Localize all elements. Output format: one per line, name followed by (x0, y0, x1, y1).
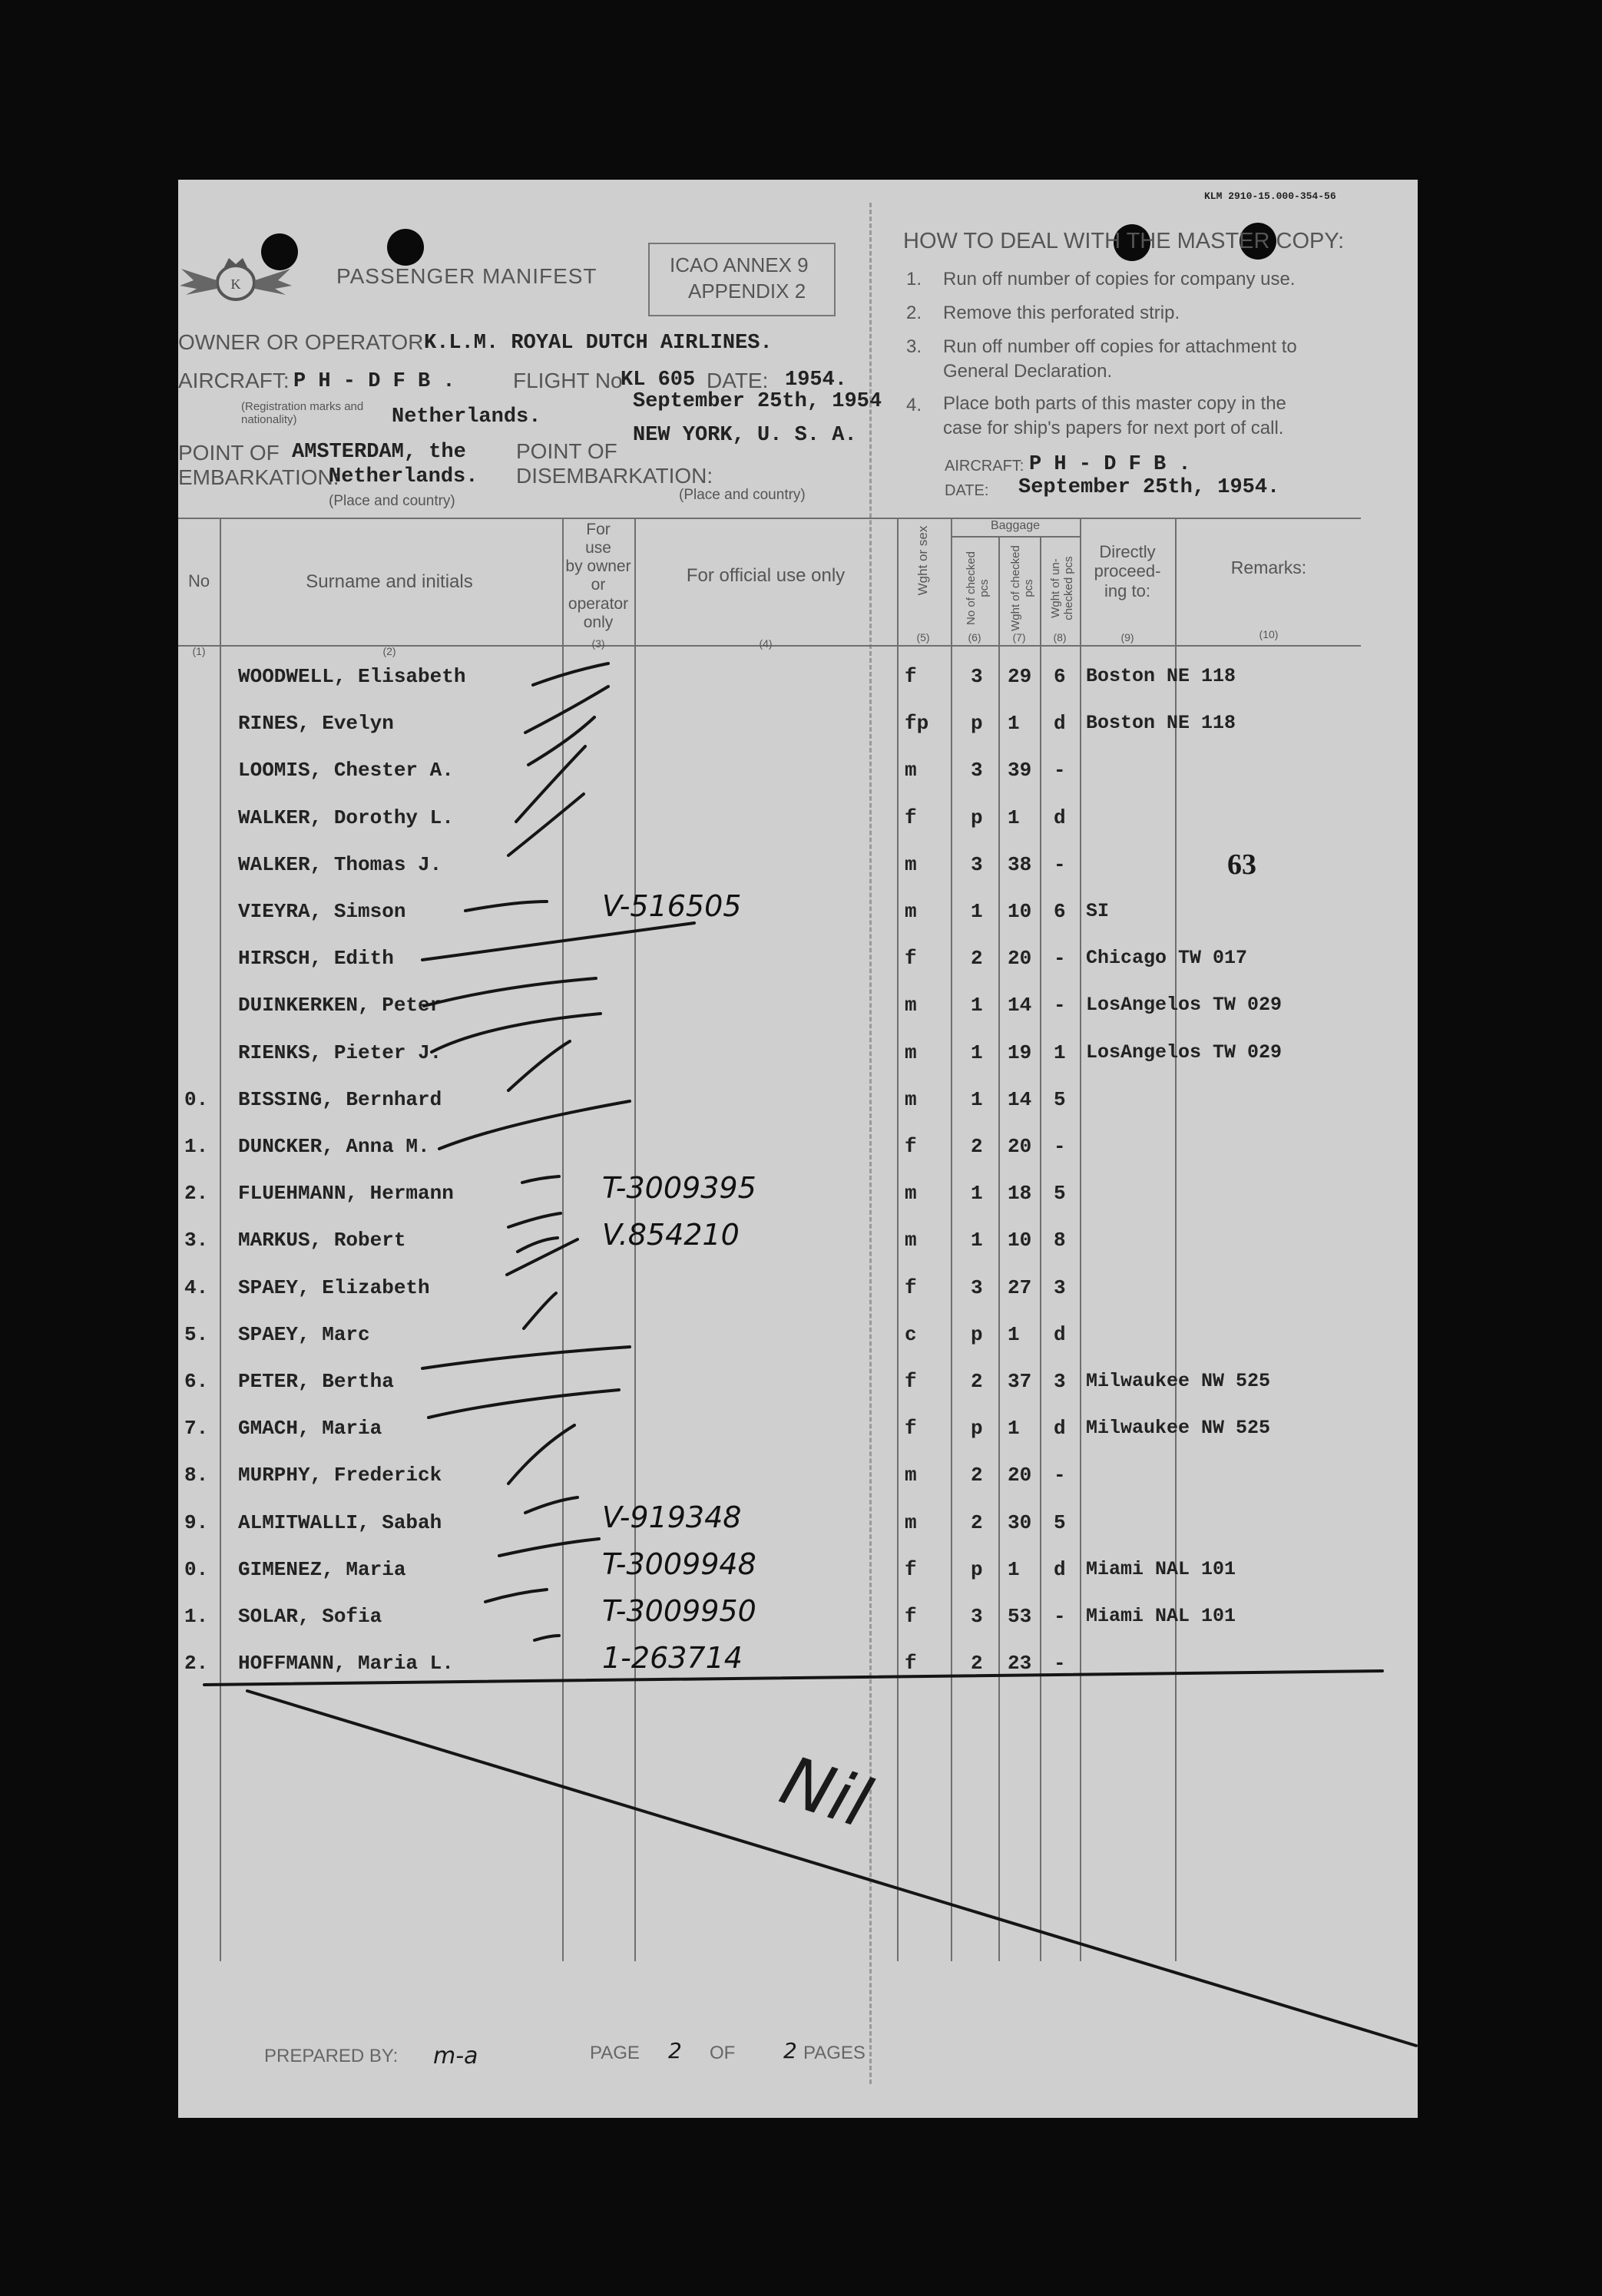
embark-value-2: Netherlands. (329, 465, 478, 488)
cell-unchecked-wght: - (1054, 1464, 1066, 1487)
cell-no: 2. (184, 1652, 209, 1676)
cell-name: GIMENEZ, Maria (238, 1557, 406, 1581)
cell-checked-pcs: 1 (971, 1182, 983, 1206)
header-owner-use-line: only (583, 613, 614, 631)
cell-unchecked-wght: 6 (1054, 665, 1066, 688)
cell-checked-pcs: 1 (971, 994, 983, 1017)
cell-no: 4. (184, 1275, 209, 1299)
instr-aircraft-label: AIRCRAFT: (945, 458, 1024, 475)
cell-checked-wght: 10 (1008, 1229, 1032, 1252)
header-baggage: Baggage (990, 519, 1041, 532)
cell-official: V-516505 (602, 889, 742, 923)
cell-name: SPAEY, Marc (238, 1322, 370, 1346)
header-directly-line: ing to: (1104, 581, 1150, 600)
embark-label-1: POINT OF (178, 441, 280, 465)
cell-no: 2. (184, 1182, 209, 1206)
cell-sex: m (905, 1510, 917, 1534)
nil-annotation: Nil (771, 1740, 880, 1844)
cell-destination: SI (1086, 900, 1110, 922)
cell-checked-pcs: p (971, 1557, 983, 1581)
header-wght: Wght or sex (915, 525, 930, 596)
cell-unchecked-wght: d (1054, 1417, 1066, 1441)
col-number: (4) (759, 637, 773, 650)
cell-sex: f (905, 806, 917, 829)
date-value: 1954. (785, 369, 848, 392)
instruction-text: General Declaration. (943, 361, 1113, 382)
cell-unchecked-wght: d (1054, 1557, 1066, 1581)
cell-unchecked-wght: 5 (1054, 1087, 1066, 1111)
cell-destination: Miami NAL 101 (1086, 1605, 1236, 1627)
cell-checked-wght: 39 (1008, 759, 1032, 782)
cell-official: T-3009950 (602, 1594, 756, 1628)
cell-official: V.854210 (602, 1218, 740, 1252)
cell-checked-pcs: 1 (971, 1040, 983, 1064)
cell-sex: m (905, 1087, 917, 1111)
cell-checked-wght: 18 (1008, 1182, 1032, 1206)
cell-name: SOLAR, Sofia (238, 1605, 382, 1628)
cell-checked-wght: 20 (1008, 1135, 1032, 1158)
cell-name: MURPHY, Frederick (238, 1464, 442, 1487)
cell-checked-wght: 30 (1008, 1510, 1032, 1534)
cell-checked-wght: 19 (1008, 1040, 1032, 1064)
cell-sex: f (905, 947, 917, 971)
cell-unchecked-wght: - (1054, 1135, 1066, 1158)
col-number: (8) (1053, 631, 1067, 643)
col-number: (3) (591, 637, 605, 650)
cell-no: 1. (184, 1135, 209, 1158)
cell-name: HIRSCH, Edith (238, 947, 394, 971)
cell-checked-wght: 23 (1008, 1652, 1032, 1676)
cell-checked-wght: 1 (1008, 1322, 1020, 1346)
cell-sex: f (905, 1135, 917, 1158)
cell-sex: f (905, 1605, 917, 1628)
cell-destination: Boston NE 118 (1086, 665, 1236, 687)
col-number: (6) (968, 631, 981, 643)
of-value: 2 (783, 2038, 797, 2063)
instr-aircraft-value: P H - D F B . (1029, 453, 1191, 476)
cell-checked-pcs: 1 (971, 1229, 983, 1252)
cell-destination: Milwaukee NW 525 (1086, 1417, 1271, 1440)
cell-name: WALKER, Thomas J. (238, 852, 442, 876)
cell-sex: f (905, 1370, 917, 1393)
header-official: For official use only (686, 565, 846, 586)
cell-name: WALKER, Dorothy L. (238, 806, 454, 829)
header-owner-use-line: For (586, 521, 611, 538)
cell-sex: fp (905, 712, 929, 736)
cell-checked-wght: 20 (1008, 947, 1032, 971)
page-stamp-number: 63 (1227, 849, 1256, 881)
instr-date-value: September 25th, 1954. (1018, 476, 1280, 499)
nationality-value: Netherlands. (392, 405, 541, 428)
cell-sex: m (905, 900, 917, 923)
cell-destination: Miami NAL 101 (1086, 1557, 1236, 1580)
instruction-text: Run off number of copies for company use. (943, 269, 1296, 289)
cell-checked-pcs: 2 (971, 947, 983, 971)
instr-date-label: DATE: (945, 482, 989, 499)
instruction-number: 1. (906, 269, 922, 289)
cell-checked-wght: 53 (1008, 1605, 1032, 1628)
embark-value-1: AMSTERDAM, the (292, 441, 466, 464)
cell-unchecked-wght: - (1054, 994, 1066, 1017)
cell-sex: m (905, 1182, 917, 1206)
cell-checked-pcs: 2 (971, 1370, 983, 1393)
cell-checked-pcs: 2 (971, 1652, 983, 1676)
instruction-number: 2. (906, 303, 922, 323)
manifest-title: PASSENGER MANIFEST (336, 264, 597, 288)
col-number: (10) (1259, 628, 1279, 640)
cell-name: WOODWELL, Elisabeth (238, 665, 466, 688)
cell-unchecked-wght: 1 (1054, 1040, 1066, 1064)
cell-destination: LosAngelos TW 029 (1086, 1040, 1283, 1064)
cell-sex: m (905, 759, 917, 782)
page-value: 2 (668, 2038, 682, 2063)
cell-name: FLUEHMANN, Hermann (238, 1182, 454, 1206)
cell-checked-pcs: 3 (971, 665, 983, 688)
instruction-text: Remove this perforated strip. (943, 303, 1180, 323)
cell-name: ALMITWALLI, Sabah (238, 1510, 442, 1534)
cell-checked-pcs: p (971, 712, 983, 736)
icao-annex: ICAO ANNEX 9 (670, 253, 809, 276)
cell-name: DUNCKER, Anna M. (238, 1135, 430, 1158)
cell-unchecked-wght: d (1054, 712, 1066, 736)
header-directly-line: Directly (1099, 542, 1156, 561)
instruction-text: Run off number off copies for attachment to (943, 336, 1297, 357)
owner-label: OWNER OR OPERATOR (178, 330, 424, 354)
cell-no: 7. (184, 1417, 209, 1441)
cell-unchecked-wght: 3 (1054, 1275, 1066, 1299)
cell-checked-wght: 20 (1008, 1464, 1032, 1487)
header-no-checked: No of checked pcs (965, 551, 991, 625)
disembark-label-1: POINT OF (516, 439, 617, 463)
header-surname: Surname and initials (306, 571, 473, 592)
cell-unchecked-wght: - (1054, 852, 1066, 876)
cell-checked-pcs: p (971, 806, 983, 829)
disembark-value: NEW YORK, U. S. A. (633, 424, 857, 447)
cell-sex: m (905, 1040, 917, 1064)
cell-no: 9. (184, 1510, 209, 1534)
embark-sub: (Place and country) (329, 493, 455, 509)
cell-sex: m (905, 852, 917, 876)
cell-name: GMACH, Maria (238, 1417, 382, 1441)
cell-destination: LosAngelos TW 029 (1086, 994, 1283, 1017)
handwritten-marks (178, 180, 1418, 2118)
cell-destination: Milwaukee NW 525 (1086, 1370, 1271, 1392)
of-label: OF (710, 2043, 736, 2063)
prepared-value: m-a (433, 2043, 478, 2069)
cell-checked-pcs: 3 (971, 1275, 983, 1299)
col-number: (9) (1120, 631, 1134, 643)
header-owner-use-line: by owner (565, 557, 631, 576)
registration-label: (Registration marks and nationality) (241, 400, 364, 426)
col-number: (2) (382, 645, 396, 657)
cell-name: HOFFMANN, Maria L. (238, 1652, 454, 1676)
cell-unchecked-wght: 5 (1054, 1182, 1066, 1206)
cell-name: VIEYRA, Simson (238, 900, 406, 923)
cell-unchecked-wght: 8 (1054, 1229, 1066, 1252)
instructions-title: HOW TO DEAL WITH THE MASTER COPY: (903, 229, 1345, 253)
cell-sex: f (905, 1652, 917, 1676)
owner-value: K.L.M. ROYAL DUTCH AIRLINES. (424, 332, 773, 355)
cell-checked-pcs: 1 (971, 1087, 983, 1111)
flight-label: FLIGHT No (513, 369, 623, 392)
cell-checked-wght: 14 (1008, 994, 1032, 1017)
cell-name: PETER, Bertha (238, 1370, 394, 1393)
cell-checked-wght: 1 (1008, 1557, 1020, 1581)
cell-official: T-3009395 (602, 1171, 756, 1206)
cell-destination: Boston NE 118 (1086, 712, 1236, 735)
cell-sex: f (905, 1417, 917, 1441)
cell-name: RIENKS, Pieter J. (238, 1040, 442, 1064)
disembark-sub: (Place and country) (679, 487, 806, 503)
icao-appendix: APPENDIX 2 (688, 280, 806, 303)
cell-checked-pcs: 2 (971, 1135, 983, 1158)
cell-no: 1. (184, 1605, 209, 1628)
cell-checked-pcs: p (971, 1322, 983, 1346)
cell-unchecked-wght: 3 (1054, 1370, 1066, 1393)
header-wght-unchecked: Wght of un-checked pcs (1049, 556, 1076, 620)
instruction-number: 3. (906, 336, 922, 357)
cell-sex: c (905, 1322, 917, 1346)
cell-unchecked-wght: 6 (1054, 900, 1066, 923)
cell-name: BISSING, Bernhard (238, 1087, 442, 1111)
cell-name: LOOMIS, Chester A. (238, 759, 454, 782)
cell-official: T-3009948 (602, 1547, 756, 1581)
header-wght-checked: Wght of checked pcs (1009, 545, 1036, 631)
cell-no: 3. (184, 1229, 209, 1252)
cell-name: DUINKERKEN, Peter (238, 994, 442, 1017)
cell-checked-pcs: p (971, 1417, 983, 1441)
cell-checked-pcs: 1 (971, 900, 983, 923)
cell-no: 6. (184, 1370, 209, 1393)
svg-text:K: K (230, 276, 241, 292)
cell-checked-wght: 38 (1008, 852, 1032, 876)
cell-unchecked-wght: - (1054, 947, 1066, 971)
embark-label-2: EMBARKATION: (178, 465, 339, 489)
instruction-text: case for ship's papers for next port of call. (943, 418, 1284, 438)
cell-checked-pcs: 2 (971, 1510, 983, 1534)
date-label: DATE: (707, 369, 769, 392)
header-remarks: Remarks: (1230, 557, 1307, 577)
cell-no: 5. (184, 1322, 209, 1346)
prepared-label: PREPARED BY: (264, 2046, 399, 2066)
cell-unchecked-wght: d (1054, 806, 1066, 829)
cell-checked-wght: 14 (1008, 1087, 1032, 1111)
cell-unchecked-wght: - (1054, 759, 1066, 782)
aircraft-label: AIRCRAFT: (178, 369, 290, 392)
cell-sex: f (905, 1275, 917, 1299)
header-owner-use-line: operator (568, 594, 629, 613)
cell-name: MARKUS, Robert (238, 1229, 406, 1252)
date-line-2: September 25th, 1954 (633, 390, 882, 413)
header-no: No (187, 571, 210, 591)
cell-name: SPAEY, Elizabeth (238, 1275, 430, 1299)
cell-checked-wght: 29 (1008, 665, 1032, 688)
cell-checked-pcs: 2 (971, 1464, 983, 1487)
cell-sex: f (905, 665, 917, 688)
manifest-sheet (178, 180, 1418, 2118)
col-number: (7) (1012, 631, 1026, 643)
cell-checked-pcs: 3 (971, 1605, 983, 1628)
cell-official: 1-263714 (602, 1641, 743, 1676)
flight-value: KL 605 (621, 369, 696, 392)
cell-checked-wght: 27 (1008, 1275, 1032, 1299)
cell-checked-wght: 1 (1008, 806, 1020, 829)
col-number: (5) (916, 631, 930, 643)
cell-sex: m (905, 1464, 917, 1487)
cell-unchecked-wght: - (1054, 1605, 1066, 1628)
instruction-number: 4. (906, 395, 922, 415)
cell-sex: m (905, 1229, 917, 1252)
cell-unchecked-wght: 5 (1054, 1510, 1066, 1534)
cell-no: 0. (184, 1557, 209, 1581)
col-number: (1) (192, 645, 206, 657)
cell-sex: f (905, 1557, 917, 1581)
cell-unchecked-wght: - (1054, 1652, 1066, 1676)
instruction-text: Place both parts of this master copy in the (943, 393, 1286, 414)
header-owner-use-line: or (591, 576, 606, 594)
header-directly-line: proceed- (1094, 561, 1161, 581)
cell-destination: Chicago TW 017 (1086, 947, 1248, 970)
cell-no: 0. (184, 1087, 209, 1111)
cell-checked-pcs: 3 (971, 759, 983, 782)
cell-checked-wght: 1 (1008, 1417, 1020, 1441)
cell-checked-wght: 37 (1008, 1370, 1032, 1393)
cell-no: 8. (184, 1464, 209, 1487)
header-owner-use-line: use (585, 539, 611, 557)
cell-checked-pcs: 3 (971, 852, 983, 876)
disembark-label-2: DISEMBARKATION: (516, 464, 713, 488)
cell-checked-wght: 1 (1008, 712, 1020, 736)
pages-label: PAGES (803, 2043, 866, 2063)
cell-official: V-919348 (602, 1500, 742, 1534)
form-code: KLM 2910-15.000-354-56 (1204, 190, 1336, 202)
cell-name: RINES, Evelyn (238, 712, 394, 736)
cell-unchecked-wght: d (1054, 1322, 1066, 1346)
cell-checked-wght: 10 (1008, 900, 1032, 923)
page-label: PAGE (590, 2043, 640, 2063)
aircraft-value: P H - D F B . (293, 370, 455, 393)
cell-sex: m (905, 994, 917, 1017)
